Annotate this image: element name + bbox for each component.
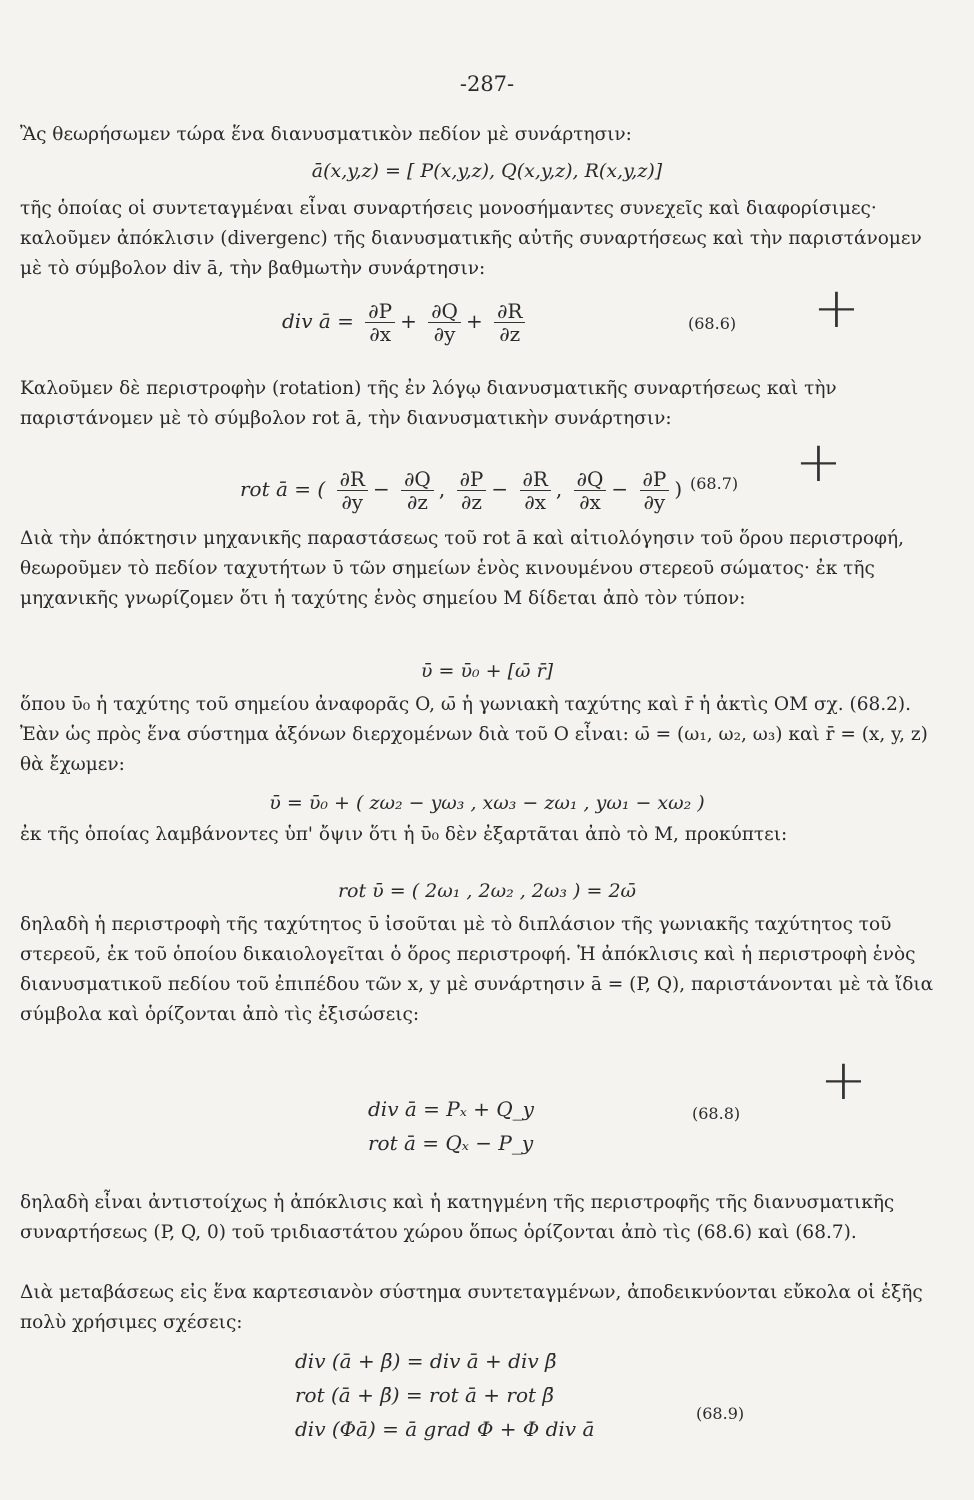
equation-tag-68-9: (68.9) bbox=[696, 1404, 745, 1423]
page-number: -287- bbox=[459, 72, 515, 96]
paragraph-1: Ἂς θεωρήσωμεν τώρα ἕνα διανυσματικὸν πεδίον μὲ συνάρτησιν: bbox=[20, 124, 632, 145]
equation-68-9 bbox=[295, 1344, 594, 1446]
frac-dp-dy: $\frac{\partial P}{\partial y}$ bbox=[640, 468, 670, 513]
paragraph-6: ἐκ τῆς ὁποίας λαμβάνοντες ὑπ' ὄψιν ὅτι ἡ ῡ₀ δὲν ἐξαρτᾶται ἀπὸ τὸ M, προκύπτει: bbox=[20, 824, 788, 845]
eq688-line-1: div ā = Pₓ + Q_y bbox=[368, 1097, 534, 1121]
paragraph-2: τῆς ὁποίας οἱ συντεταγμέναι εἶναι συναρτήσεις μονοσήμαντες συνεχεῖς καὶ διαφορίσιμες· καλοῦμεν ἀπόκλισιν (divergenc) τῆς διανυσματικῆς αὐτῆς συναρτήσεως καὶ τὴν παριστάνομεν μὲ τὸ σύμβολον div ā, τὴν βαθμωτὴν συνάρτησιν: bbox=[20, 198, 922, 279]
formula-rot-u: rot ῡ = ( 2ω₁ , 2ω₂ , 2ω₃ ) = 2ω̄ bbox=[337, 880, 637, 902]
paragraph-4: Διὰ τὴν ἀπόκτησιν μηχανικῆς παραστάσεως τοῦ rot ā καὶ αἰτιολόγησιν τοῦ ὅρου περιστροφή, θεωροῦμεν τὸ πεδίον ταχυτήτων ῡ τῶν σημείων ἑνὸς κινουμένου στερεοῦ σώματος· ἐκ τῆς μηχανικῆς γνωρίζομεν ὅτι ἡ ταχύτης ἑνὸς σημείου M δίδεται ἀπὸ τὸν τύπον: bbox=[20, 528, 904, 609]
eq689-line-3: div (Φā) = ā grad Φ + Φ div ā bbox=[295, 1417, 595, 1441]
equation-68-6: div ā = $\frac{\partial P}{\partial x}$ + $\frac{\partial Q}{\partial y}$ + $\frac{\partial R}{\partial z}$ bbox=[282, 300, 530, 345]
frac-dr-dy: $\frac{\partial R}{\partial y}$ bbox=[337, 468, 368, 513]
frac-dr-dx: $\frac{\partial R}{\partial x}$ bbox=[520, 468, 551, 513]
paragraph-9: Διὰ μεταβάσεως εἰς ἕνα καρτεσιανὸν σύστημα συντεταγμένων, ἀποδεικνύονται εὔκολα οἱ ἑξῆς πολὺ χρήσιμες σχέσεις: bbox=[20, 1282, 923, 1333]
equation-tag-68-8: (68.8) bbox=[692, 1104, 741, 1123]
eq689-line-2: rot (ā + β̄) = rot ā + rot β̄ bbox=[295, 1383, 554, 1407]
formula-vector-field: ā(x,y,z) = [ P(x,y,z), Q(x,y,z), R(x,y,z)] bbox=[311, 160, 663, 182]
eq686-lhs: div ā = bbox=[282, 309, 354, 333]
paragraph-8: δηλαδὴ εἶναι ἀντιστοίχως ἡ ἀπόκλισις καὶ ἡ κατηγμένη τῆς περιστροφῆς τῆς διανυσματικῆς συναρτήσεως (P, Q, 0) τοῦ τριδιαστάτου χώρου ὅπως ὁρίζονται ἀπὸ τὶς (68.6) καὶ (68.7). bbox=[20, 1192, 895, 1243]
equation-68-7: rot ā = ( $\frac{\partial R}{\partial y}$ − $\frac{\partial Q}{\partial z}$ , $\frac{\partial P}{\partial z}$ − $\frac{\partial R}{\partial x}$ , $\frac{\partial Q}{\partial x}$ − $\frac{\partial P}{\partial y}$ ) bbox=[240, 467, 683, 514]
paragraph-7: δηλαδὴ ἡ περιστροφὴ τῆς ταχύτητος ῡ ἰσοῦται μὲ τὸ διπλάσιον τῆς γωνιακῆς ταχύτητος τοῦ στερεοῦ, ἐκ τοῦ ὁποίου δικαιολογεῖται ὁ ὅρος περιστροφή. Ἡ ἀπόκλισις καὶ ἡ περιστροφὴ ἑνὸς διανυσματικοῦ πεδίου τοῦ ἐπιπέδου τῶν x, y μὲ συνάρτησιν ā = (P, Q), παριστάνονται μὲ τὰ ἴδια σύμβολα καὶ ὁρίζονται ἀπὸ τὶς ἐξισώσεις: bbox=[20, 914, 934, 1025]
eq689-line-1: div (ā + β̄) = div ā + div β̄ bbox=[295, 1349, 557, 1373]
frac-dp-dx: $\frac{\partial P}{\partial x}$ bbox=[365, 300, 395, 345]
formula-velocity: ῡ = ῡ₀ + [ω̄ r̄] bbox=[420, 660, 554, 682]
eq687-lhs: rot ā = ( bbox=[240, 477, 326, 501]
equation-tag-68-6: (68.6) bbox=[688, 314, 737, 333]
margin-cross-mark: + bbox=[820, 1048, 867, 1113]
frac-dq-dy: $\frac{\partial Q}{\partial y}$ bbox=[428, 300, 461, 345]
frac-dq-dz: $\frac{\partial Q}{\partial z}$ bbox=[401, 468, 434, 513]
formula-velocity-components: ῡ = ῡ₀ + ( zω₂ − yω₃ , xω₃ − zω₁ , yω₁ − xω₂ ) bbox=[269, 792, 705, 814]
margin-cross-mark: + bbox=[795, 430, 842, 495]
paragraph-3: Καλοῦμεν δὲ περιστροφὴν (rotation) τῆς ἐν λόγῳ διανυσματικῆς συναρτήσεως καὶ τὴν παριστάνομεν μὲ τὸ σύμβολον rot ā, τὴν διανυσματικὴν συνάρτησιν: bbox=[20, 378, 837, 429]
equation-68-8 bbox=[368, 1092, 534, 1160]
frac-dr-dz: $\frac{\partial R}{\partial z}$ bbox=[494, 300, 525, 345]
paragraph-5: ὅπου ῡ₀ ἡ ταχύτης τοῦ σημείου ἀναφορᾶς O, ω̄ ἡ γωνιακὴ ταχύτης καὶ r̄ ἡ ἀκτὶς OM σχ. (68.2). Ἐὰν ὡς πρὸς ἕνα σύστημα ἀξόνων διερχομένων διὰ τοῦ O εἶναι: ω̄ = (ω₁, ω₂, ω₃) καὶ r̄ = (x, y, z) θὰ ἔχωμεν: bbox=[20, 694, 928, 775]
frac-dp-dz: $\frac{\partial P}{\partial z}$ bbox=[457, 468, 487, 513]
margin-cross-mark: + bbox=[813, 276, 860, 341]
frac-dq-dx: $\frac{\partial Q}{\partial x}$ bbox=[574, 468, 607, 513]
eq688-line-2: rot ā = Qₓ − P_y bbox=[368, 1131, 534, 1155]
equation-tag-68-7: (68.7) bbox=[690, 474, 739, 493]
